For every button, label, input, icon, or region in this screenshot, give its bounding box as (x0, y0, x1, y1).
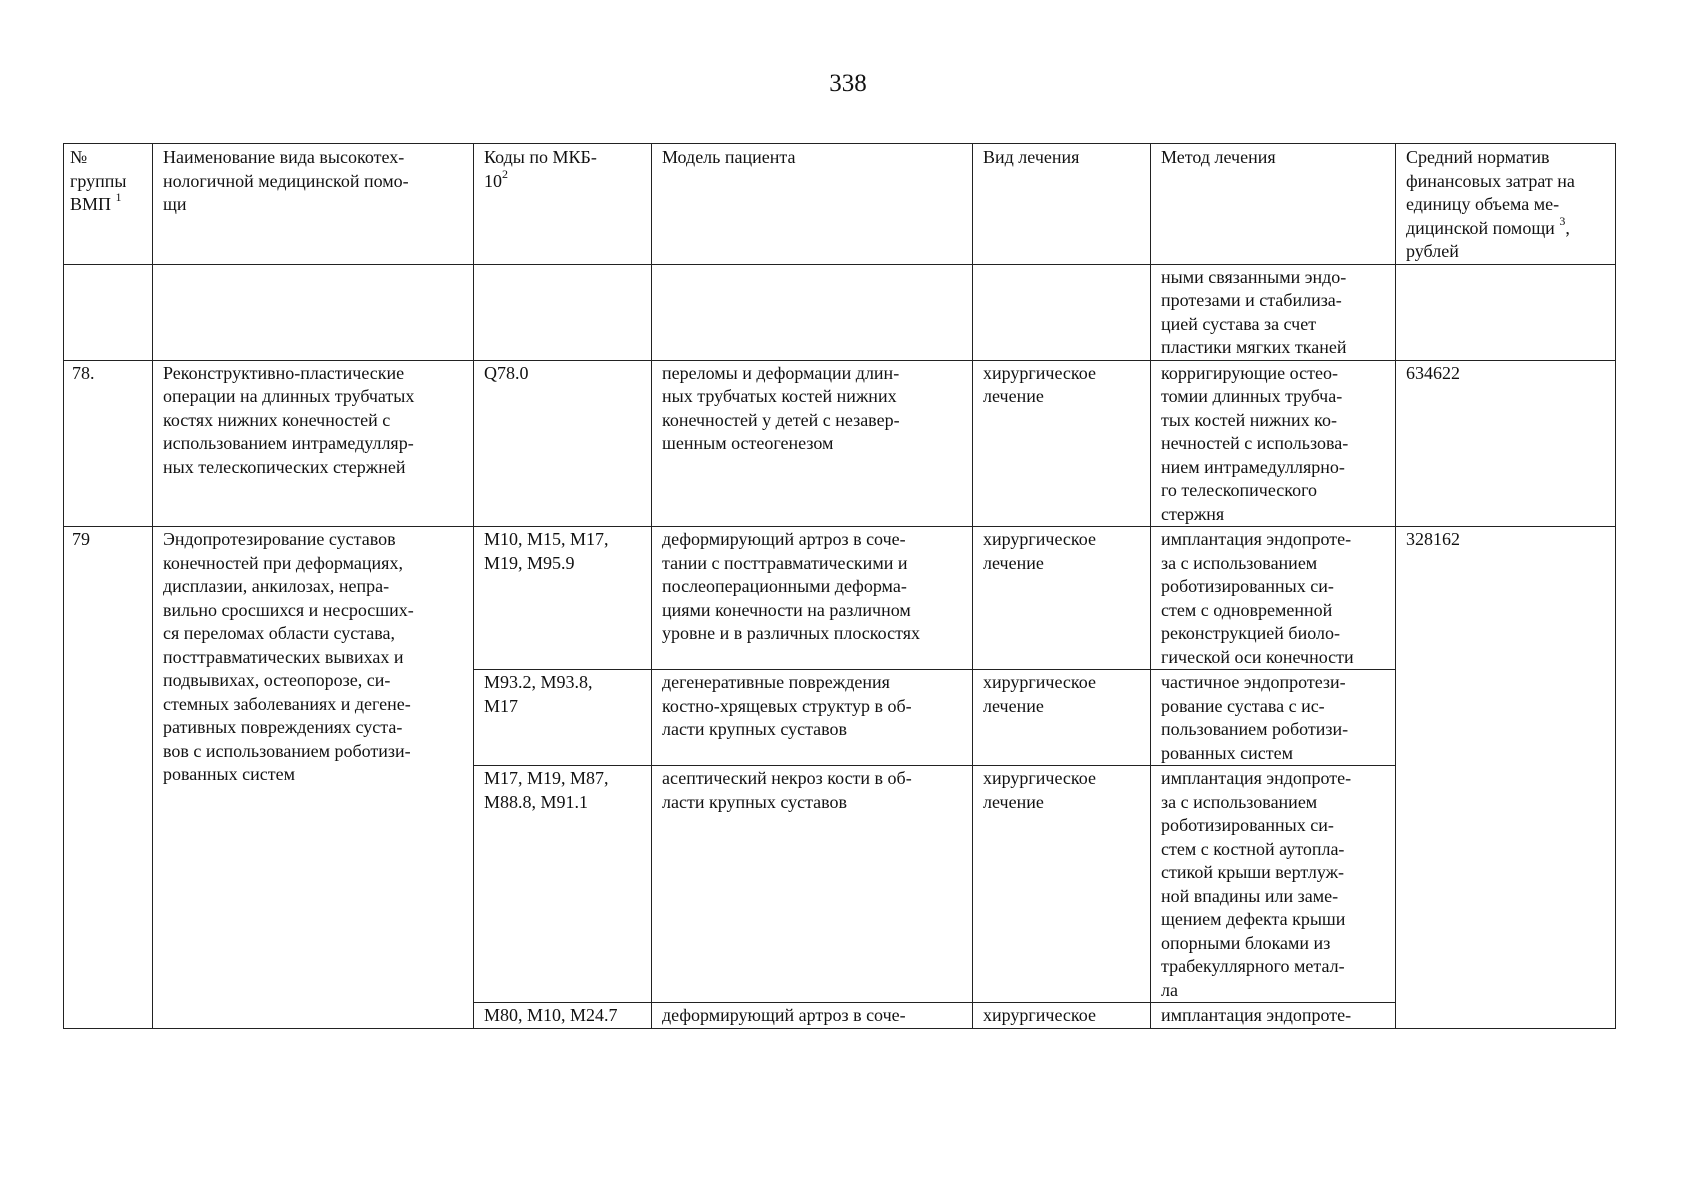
header-model: Модель пациента (652, 144, 973, 265)
cell-model: деформирующий артроз в соче- (652, 1003, 973, 1029)
cell-method: имплантация эндопроте- за с использованием роботизированных си- стем с одновременной реконструкцией биоло- гической оси конечности (1151, 527, 1396, 670)
cell-group-no: 78. (64, 360, 153, 527)
table-header-row (64, 144, 1616, 265)
cell-treatment-type: хирургическое лечение (973, 360, 1151, 527)
page-number: 338 (829, 70, 867, 97)
cell-method: частичное эндопротези- рование сустава с ис- пользованием роботизи- рованных систем (1151, 670, 1396, 766)
header-treatment-type: Вид лечения (973, 144, 1151, 265)
cell-cost: 328162 (1396, 527, 1616, 1029)
cell-treatment-type: хирургическое лечение (973, 527, 1151, 670)
cell-treatment-type: хирургическое (973, 1003, 1151, 1029)
table-row-group-78 (64, 360, 1616, 527)
table-row-continuation (64, 264, 1616, 360)
cell-codes: Q78.0 (474, 360, 652, 527)
cell-codes: M80, M10, M24.7 (474, 1003, 652, 1029)
header-group-no: № группы ВМП $^1$ (64, 144, 153, 265)
cell-group-no: 79 (64, 527, 153, 1029)
cell-model: деформирующий артроз в соче- тании с посттравматическими и послеоперационными деформа- циями конечности на различном уровне и в различных плоскостях (652, 527, 973, 670)
cell-empty (64, 264, 153, 360)
cell-cost: 634622 (1396, 360, 1616, 527)
cell-treatment-type: хирургическое лечение (973, 670, 1151, 766)
cell-treatment-type: хирургическое лечение (973, 766, 1151, 1003)
header-codes: Коды по МКБ- $10^2$ (474, 144, 652, 265)
cell-model: дегенеративные повреждения костно-хрящевых структур в об- ласти крупных суставов (652, 670, 973, 766)
table-row-group-79 (64, 527, 1616, 670)
cell-name: Эндопротезирование суставов конечностей при деформациях, дисплазии, анкилозах, непра- вильно сросшихся и несросших- ся переломах области сустава, посттравматических вывихах и подвывихах, остеопорозе, си- стемных заболеваниях и дегене- ративных повреждениях суста- вов с использованием роботизи- рованных систем (153, 527, 474, 1029)
cell-empty (1396, 264, 1616, 360)
cell-model: асептический некроз кости в об- ласти крупных суставов (652, 766, 973, 1003)
cell-method: имплантация эндопроте- (1151, 1003, 1396, 1029)
cell-empty (973, 264, 1151, 360)
header-method: Метод лечения (1151, 144, 1396, 265)
cell-codes: M17, M19, M87, M88.8, M91.1 (474, 766, 652, 1003)
vmp-table (63, 143, 1616, 1029)
cell-empty (474, 264, 652, 360)
cell-model: переломы и деформации длин- ных трубчатых костей нижних конечностей у детей с незавер- шенным остеогенезом (652, 360, 973, 527)
cell-empty (652, 264, 973, 360)
cell-name: Реконструктивно-пластические операции на длинных трубчатых костях нижних конечностей с использованием интрамедулляр- ных телескопических стержней (153, 360, 474, 527)
cell-method: ными связанными эндо- протезами и стабилиза- цией сустава за счет пластики мягких тканей (1151, 264, 1396, 360)
cell-codes: M10, M15, M17, M19, M95.9 (474, 527, 652, 670)
header-name: Наименование вида высокотех- нологичной медицинской помо- щи (153, 144, 474, 265)
cell-empty (153, 264, 474, 360)
header-cost: Средний норматив финансовых затрат на единицу объема ме- дицинской помощи $^3$, рублей (1396, 144, 1616, 265)
cell-codes: M93.2, M93.8, M17 (474, 670, 652, 766)
cell-method: корригирующие остео- томии длинных трубча- тых костей нижних ко- нечностей с использова- нием интрамедуллярно- го телескопического стержня (1151, 360, 1396, 527)
cell-method: имплантация эндопроте- за с использованием роботизированных си- стем с костной аутопла- стикой крыши вертлуж- ной впадины или заме- щением дефекта крыши опорными блоками из трабекуллярного метал- ла (1151, 766, 1396, 1003)
